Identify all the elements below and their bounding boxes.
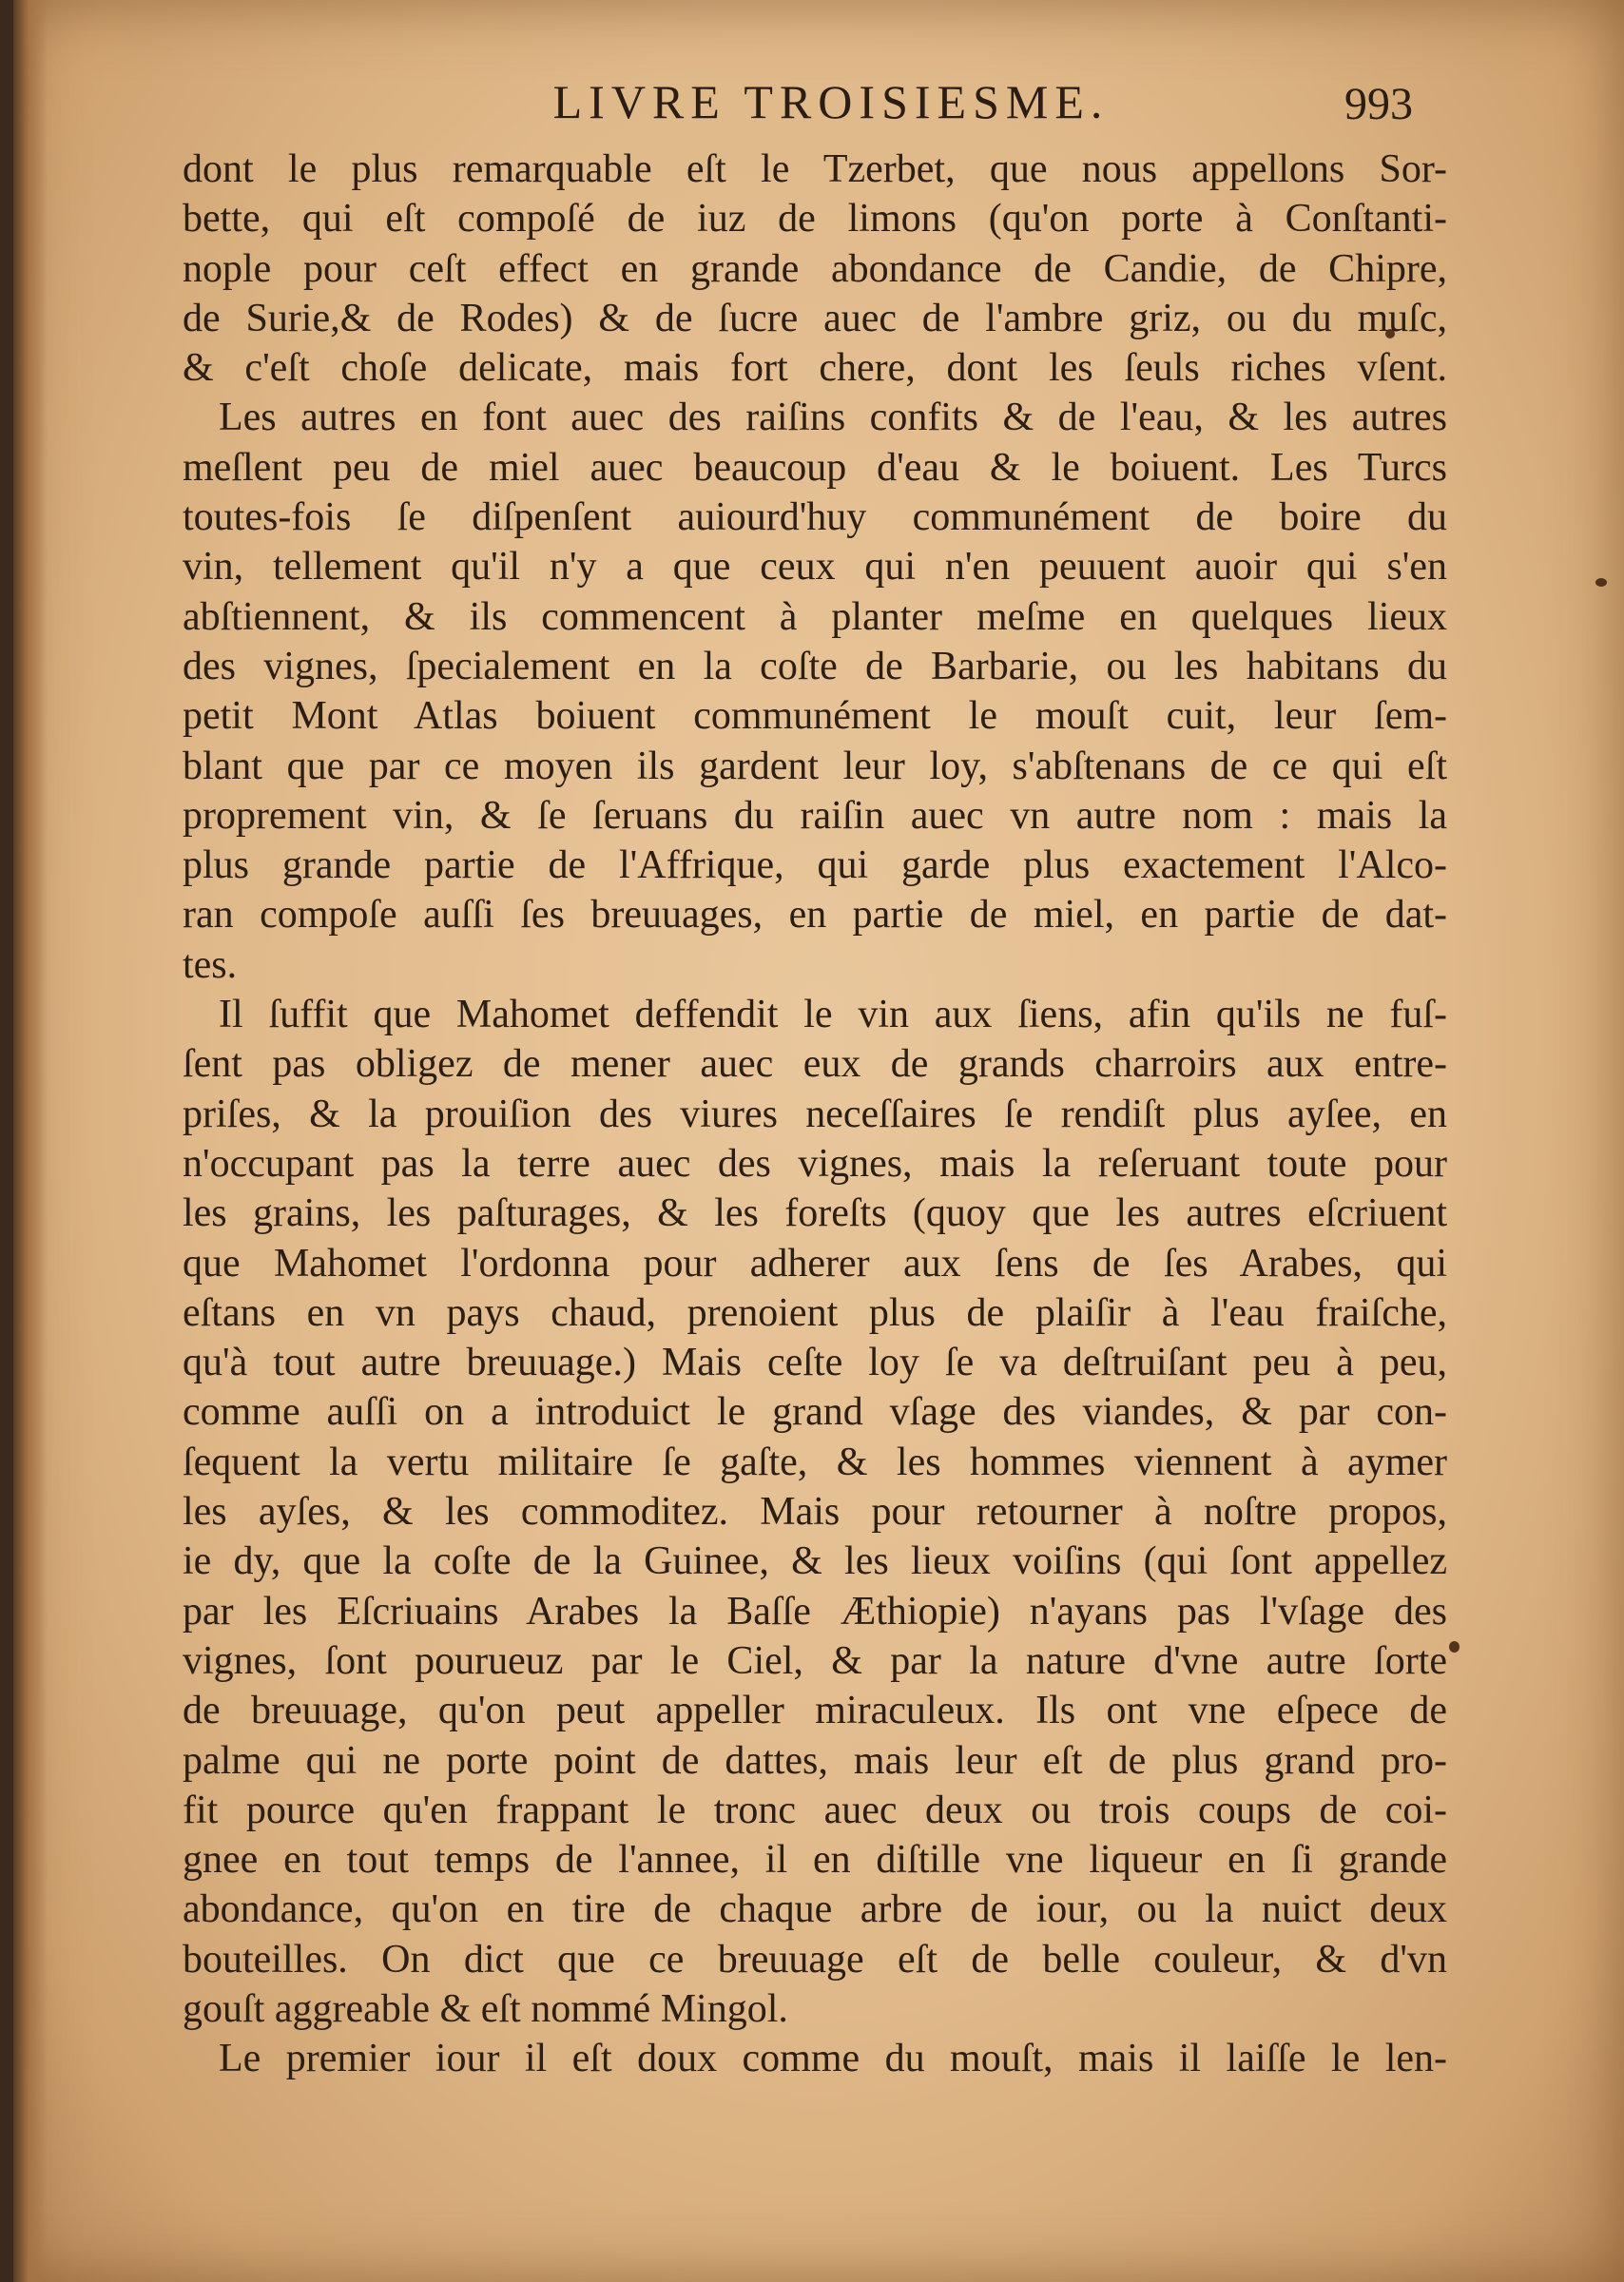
- text-line: eſtans en vn pays chaud, prenoient plus de plaiſir à l'eau fraiſche,: [183, 1290, 1447, 1335]
- text-line: plus grande partie de l'Affrique, qui garde plus exactement l'Alco-: [183, 843, 1447, 888]
- page-number: 993: [1344, 79, 1413, 129]
- text-line: gouſt aggreable & eſt nommé Mingol.: [183, 1986, 788, 2031]
- text-line: de Surie,& de Rodes) & de ſucre auec de l'ambre griz, ou du muſc,: [183, 296, 1447, 340]
- text-line: ran compoſe auſſi ſes breuuages, en partie de miel, en partie de dat-: [183, 893, 1447, 938]
- text-line: bette, qui eſt compoſé de iuz de limons (qu'on porte à Conſtanti-: [183, 197, 1447, 242]
- text-line: petit Mont Atlas boiuent communément le mouſt cuit, leur ſem-: [183, 694, 1447, 739]
- text-line: tes.: [183, 942, 238, 987]
- text-line: palme qui ne porte point de dattes, mais leur eſt de plus grand pro-: [183, 1738, 1447, 1783]
- text-line: Il ſuffit que Mahomet deffendit le vin aux ſiens, afin qu'ils ne fuſ-: [219, 993, 1447, 1037]
- ink-spot: [1595, 578, 1607, 587]
- text-line: de breuuage, qu'on peut appeller miraculeux. Ils ont vne eſpece de: [183, 1689, 1447, 1733]
- text-line: abondance, qu'on en tire de chaque arbre de iour, ou la nuict deux: [183, 1887, 1447, 1932]
- text-line: Les autres en font auec des raiſins confits & de l'eau, & les autres: [219, 396, 1447, 440]
- text-line: toutes-fois ſe diſpenſent auiourd'huy communément de boire du: [183, 495, 1447, 540]
- text-line: ſent pas obligez de mener auec eux de grands charroirs aux entre-: [183, 1042, 1447, 1087]
- text-line: vin, tellement qu'il n'y a que ceux qui n'en peuuent auoir qui s'en: [183, 545, 1447, 590]
- text-line: dont le plus remarquable eſt le Tzerbet, que nous appellons Sor-: [183, 147, 1447, 191]
- text-line: n'occupant pas la terre auec des vignes, mais la reſeruant toute pour: [183, 1141, 1447, 1186]
- text-line: par les Eſcriuains Arabes la Baſſe Æthiopie) n'ayans pas l'vſage des: [183, 1589, 1447, 1634]
- body-text: [183, 145, 1447, 2084]
- text-line: ie dy, que la coſte de la Guinee, & les lieux voiſins (qui ſont appellez: [183, 1539, 1447, 1584]
- text-line: gnee en tout temps de l'annee, il en diſtille vne liqueur en ſi grande: [183, 1838, 1447, 1883]
- text-line: comme auſſi on a introduict le grand vſage des viandes, & par con-: [183, 1390, 1447, 1435]
- text-line: meſlent peu de miel auec beaucoup d'eau & le boiuent. Les Turcs: [183, 445, 1447, 490]
- text-line: blant que par ce moyen ils gardent leur loy, s'abſtenans de ce qui eſt: [183, 744, 1447, 788]
- ink-spot: [1449, 1641, 1460, 1653]
- text-line: ſequent la vertu militaire ſe gaſte, & les hommes viennent à aymer: [183, 1440, 1447, 1484]
- page-gutter-shadow: [13, 0, 48, 2282]
- text-line: proprement vin, & ſe ſeruans du raiſin auec vn autre nom : mais la: [183, 793, 1447, 838]
- running-head: LIVRE TROISIESME.: [552, 75, 1110, 128]
- text-line: & c'eſt choſe delicate, mais fort chere, dont les ſeuls riches vſent.: [183, 346, 1447, 391]
- text-line: Le premier iour il eſt doux comme du mouſt, mais il laiſſe le len-: [219, 2037, 1447, 2081]
- text-line: priſes, & la prouiſion des viures neceſſaires ſe rendiſt plus ayſee, en: [183, 1092, 1447, 1136]
- text-line: les ayſes, & les commoditez. Mais pour retourner à noſtre propos,: [183, 1490, 1447, 1535]
- text-line: que Mahomet l'ordonna pour adherer aux ſens de ſes Arabes, qui: [183, 1241, 1447, 1286]
- book-page: [13, 0, 1624, 2282]
- text-line: qu'à tout autre breuuage.) Mais ceſte loy ſe va deſtruiſant peu à peu,: [183, 1341, 1447, 1385]
- text-line: abſtiennent, & ils commencent à planter meſme en quelques lieux: [183, 594, 1447, 639]
- text-line: bouteilles. On dict que ce breuuage eſt de belle couleur, & d'vn: [183, 1937, 1447, 1982]
- text-line: les grains, les paſturages, & les foreſts (quoy que les autres eſcriuent: [183, 1191, 1447, 1236]
- text-line: des vignes, ſpecialement en la coſte de Barbarie, ou les habitans du: [183, 644, 1447, 688]
- text-line: vignes, ſont pourueuz par le Ciel, & par la nature d'vne autre ſorte: [183, 1638, 1447, 1683]
- text-line: fit pource qu'en frappant le tronc auec deux ou trois coups de coi-: [183, 1788, 1447, 1832]
- text-line: nople pour ceſt effect en grande abondance de Candie, de Chipre,: [183, 246, 1447, 291]
